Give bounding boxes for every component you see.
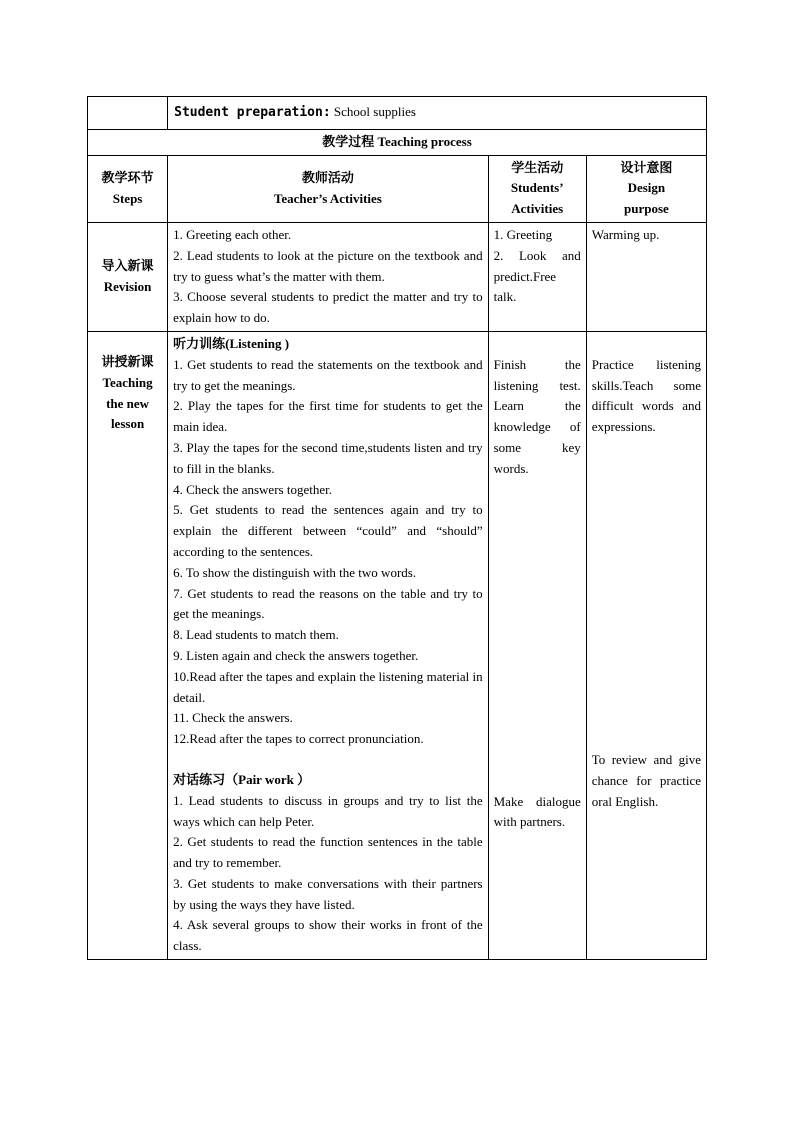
teaching-step-cn: 讲授新课 — [101, 353, 154, 369]
revision-teacher-item: 2. Lead students to look at the picture on the textbook and try to guess what’s the matter with them. — [173, 247, 483, 284]
pair-item: 4. Ask several groups to show their works in front of the class. — [173, 917, 483, 954]
revision-design: Warming up. — [586, 222, 706, 331]
listening-item: 1. Get students to read the statements on the textbook and try to get the meanings. — [173, 356, 483, 393]
teaching-step-en3: lesson — [110, 416, 145, 432]
pair-item: 3. Get students to make conversations with their partners by using the ways they have listed. — [173, 875, 483, 912]
revision-step — [88, 222, 168, 331]
prep-value: School supplies — [333, 104, 416, 119]
header-students-cn: 学生活动 — [511, 159, 564, 175]
teaching-step-en1: Teaching — [102, 374, 153, 390]
process-title: 教学过程 Teaching process — [88, 129, 707, 155]
header-teacher — [168, 155, 489, 222]
teaching-design — [586, 331, 706, 959]
header-students-en2: Activities — [511, 201, 564, 217]
revision-row — [88, 222, 707, 331]
header-steps — [88, 155, 168, 222]
revision-students-item: 1. Greeting — [493, 226, 553, 242]
listening-item: 11. Check the answers. — [173, 710, 293, 726]
pair-design: To review and give chance for practice oral English. — [591, 751, 701, 809]
lesson-plan-table — [87, 96, 707, 960]
listening-item: 4. Check the answers together. — [173, 481, 332, 497]
listening-design: Practice listening skills.Teach some difficult words and expressions. — [591, 356, 701, 435]
prep-cell — [168, 97, 707, 130]
header-teacher-cn: 教师活动 — [301, 169, 354, 185]
revision-teacher — [168, 222, 489, 331]
header-steps-cn: 教学环节 — [101, 169, 154, 185]
listening-item: 9. Listen again and check the answers together. — [173, 647, 419, 663]
prep-label: Student preparation: — [174, 105, 331, 120]
header-row — [88, 155, 707, 222]
teaching-step-en2: the new — [106, 395, 150, 411]
listening-item: 10.Read after the tapes and explain the listening material in detail. — [173, 668, 483, 705]
section-gap — [173, 750, 483, 770]
pair-item: 1. Lead students to discuss in groups and try to list the ways which can help Peter. — [173, 792, 483, 829]
header-design-en1: Design — [627, 180, 666, 196]
listening-item: 3. Play the tapes for the second time,students listen and try to fill in the blanks. — [173, 439, 483, 476]
header-design-en2: purpose — [623, 201, 669, 217]
revision-step-cn: 导入新课 — [101, 258, 154, 274]
header-design — [586, 155, 706, 222]
listening-item: 12.Read after the tapes to correct pronunciation. — [173, 731, 424, 747]
header-steps-en: Steps — [112, 190, 143, 206]
header-students — [488, 155, 586, 222]
teaching-step — [88, 331, 168, 959]
teaching-students — [488, 331, 586, 959]
process-title-row — [88, 129, 707, 155]
listening-students: Finish the listening test. Learn the knowledge of some key words. — [493, 356, 581, 476]
header-teacher-en: Teacher’s Activities — [273, 190, 382, 206]
listening-item: 6. To show the distinguish with the two words. — [173, 564, 417, 580]
listening-title: 听力训练(Listening ) — [173, 335, 290, 351]
header-students-en1: Students’ — [510, 180, 564, 196]
listening-item: 2. Play the tapes for the first time for students to get the main idea. — [173, 398, 483, 435]
listening-item: 5. Get students to read the sentences again and try to explain the different between “could” and “should” according to the sentences. — [173, 502, 483, 559]
revision-students-item: 2. Look and predict.Free talk. — [493, 247, 581, 305]
revision-step-en: Revision — [103, 278, 152, 294]
teaching-row — [88, 331, 707, 959]
pair-students: Make dialogue with partners. — [493, 793, 581, 830]
listening-item: 7. Get students to read the reasons on the table and try to get the meanings. — [173, 585, 483, 622]
pair-title: 对话练习（Pair work ） — [173, 771, 311, 787]
listening-item: 8. Lead students to match them. — [173, 627, 339, 643]
header-design-cn: 设计意图 — [620, 159, 673, 175]
prep-empty-cell — [88, 97, 168, 130]
revision-teacher-item: 1. Greeting each other. — [173, 226, 292, 242]
revision-teacher-item: 3. Choose several students to predict the matter and try to explain how to do. — [173, 289, 483, 326]
pair-item: 2. Get students to read the function sentences in the table and try to remember. — [173, 834, 483, 871]
prep-row — [88, 97, 707, 130]
teaching-teacher — [168, 331, 489, 959]
revision-students — [488, 222, 586, 331]
